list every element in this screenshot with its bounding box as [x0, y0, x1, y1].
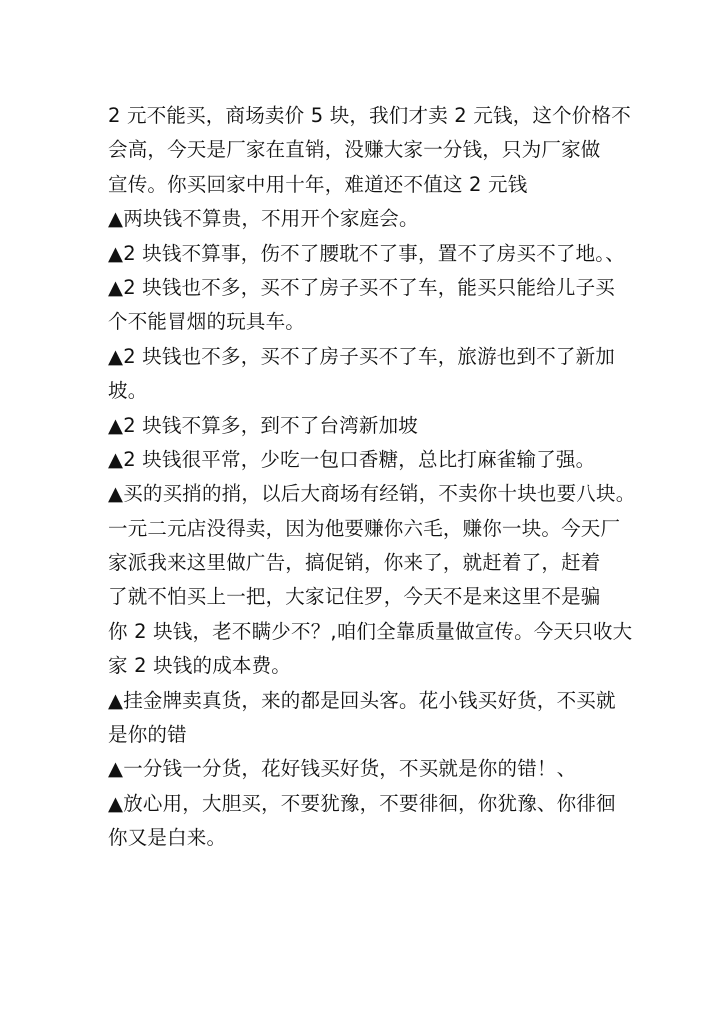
text-line: 一元二元店没得卖，因为他要赚你六毛，赚你一块。今天厂	[108, 516, 621, 540]
text-line: ▲2 块钱也不多，买不了房子买不了车，旅游也到不了新加	[108, 344, 616, 368]
text-line: 了就不怕买上一把，大家记住罗，今天不是来这里不是骗	[108, 585, 601, 609]
text-line: 宣传。你买回家中用十年，难道还不值这 2 元钱	[108, 172, 528, 196]
text-line: 会高，今天是厂家在直销，没赚大家一分钱，只为厂家做	[108, 138, 601, 162]
text-line: ▲挂金牌卖真货，来的都是回头客。花小钱买好货，不买就	[108, 688, 616, 712]
text-line: ▲2 块钱很平常，少吃一包口香糖，总比打麻雀输了强。	[108, 447, 596, 471]
text-line: 你又是白来。	[108, 826, 227, 850]
text-line: ▲两块钱不算贵，不用开个家庭会。	[108, 207, 419, 231]
text-line: 家派我来这里做广告，搞促销，你来了，就赶着了，赶着	[108, 551, 601, 575]
text-line: ▲放心用，大胆买，不要犹豫，不要徘徊，你犹豫、你徘徊	[108, 791, 616, 815]
text-line: ▲2 块钱不算事，伤不了腰耽不了事，置不了房买不了地。、	[108, 241, 625, 265]
text-line: 是你的错	[108, 723, 187, 747]
text-line: ▲2 块钱不算多，到不了台湾新加坡	[108, 413, 419, 437]
text-line: 2 元不能买，商场卖价 5 块，我们才卖 2 元钱，这个价格不	[108, 104, 631, 127]
text-line: 你 2 块钱，老不瞒少不？,咱们全靠质量做宣传。今天只收大	[108, 619, 633, 643]
text-line: 坡。	[108, 379, 148, 403]
text-line: ▲一分钱一分货，花好钱买好货，不买就是你的错！、	[108, 757, 577, 781]
text-line: ▲买的买捎的捎，以后大商场有经销，不卖你十块也要八块。	[108, 482, 636, 506]
text-line: 个不能冒烟的玩具车。	[108, 310, 306, 334]
text-line: ▲2 块钱也不多，买不了房子买不了车，能买只能给儿子买	[108, 275, 616, 299]
text-line: 家 2 块钱的成本费。	[108, 654, 292, 678]
